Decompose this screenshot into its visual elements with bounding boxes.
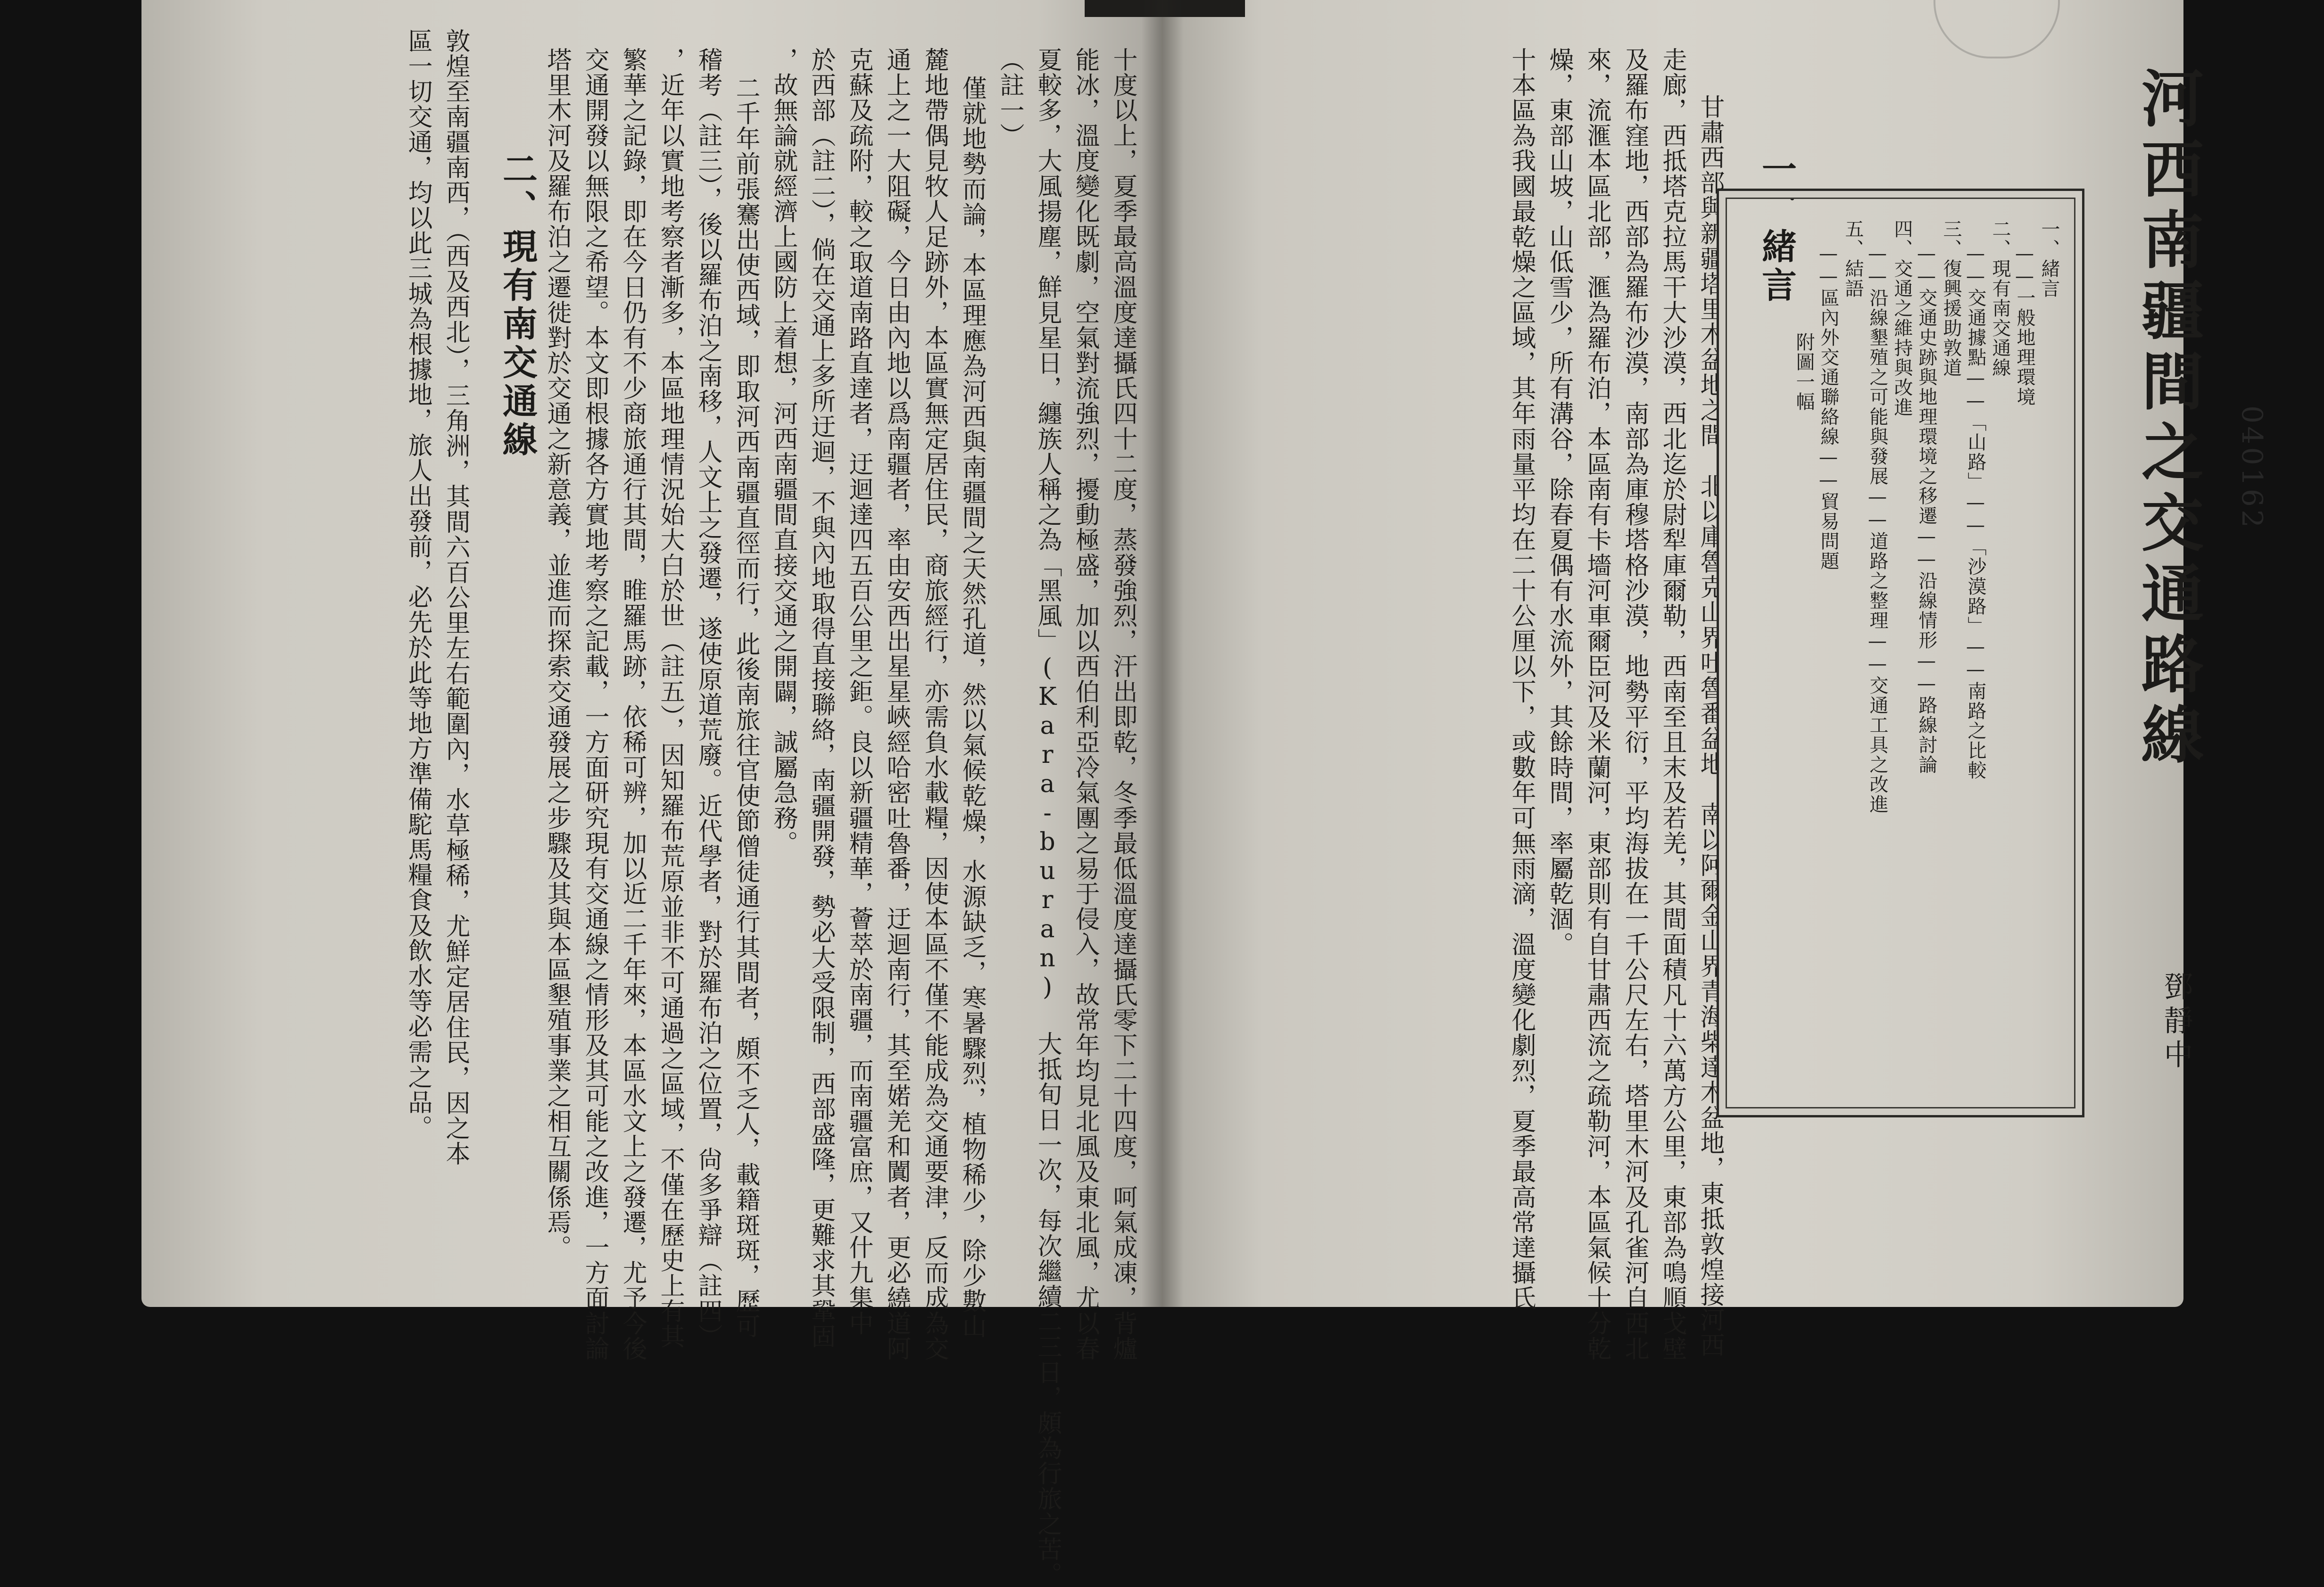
body-column: 及羅布窪地，西部為羅布沙漠，南部為庫穆塔格沙漠，地勢平衍，平均海拔在一千公尺左右，塔里木河及孔雀河自西北 xyxy=(1620,47,1649,1362)
body-column: 二千年前張騫出使西域，即取河西南疆直徑而行，此後南旅往官使節僧徒通行其間者，頗不乏人，載籍斑斑，歷可 xyxy=(731,75,760,1339)
body-column: 十本區為我國最乾燥之區域，其年雨量平均在二十公厘以下，或數年可無雨滴，溫度變化劇烈，夏季最高常達攝氏 xyxy=(1507,47,1536,1311)
author-name: 鄧靜中 xyxy=(2159,971,2193,1073)
section-heading: 一、緒言 xyxy=(1756,151,1797,306)
body-column: 甘肅西部與新疆塔里木盆地之間，北以庫魯克山界吐魯番盆地，南以阿爾金山界青海柴達木盆地，東抵敦煌接河西 xyxy=(1696,94,1724,1358)
toc-item: ——一般地理環境 xyxy=(2014,243,2035,407)
article-title: 河西南疆間之交通路線 xyxy=(2131,66,2204,773)
toc-item: 三、復興援助敦道 xyxy=(1940,219,1962,378)
body-column: 夏較多，大風揚塵，鮮見星日，纏族人稱之為「黑風」(Kara-buran) 大抵旬日一次，每次繼續二三日，頗為行旅之苦。 xyxy=(1033,47,1062,1587)
toc-item: 附圖一幅 xyxy=(1793,332,1815,412)
body-column: 區一切交通，均以此三城為根據地，旅人出發前，必先於此等地方準備駝馬糧食及飲水等必需之品。 xyxy=(404,28,432,1141)
body-column: 敦煌至南疆南西，（西及西北），三角洲，其間六百公里左右範圍內，水草極稀，尤鮮定居住民，因之本 xyxy=(441,28,470,1166)
body-column: 繁華之記錄，即在今日仍有不少商旅通行其間，睢羅馬跡，依稀可辨，加以近二千年來，本區水文上之發遷，尤予今後 xyxy=(618,47,647,1362)
toc-item: ——交通據點——「山路」——「沙漠路」——南路之比較 xyxy=(1965,243,1986,780)
page-edge-tab xyxy=(1085,0,1160,17)
body-column: 於西部（註二），倘在交通上多所迂迴，不與內地取得直接聯絡，南疆開發，勢必大受限制，西部盛隆，更難求其鞏固 xyxy=(807,47,835,1349)
body-column: 通上之一大阻礙，今日由內地以爲南疆者，率由安西出星星峽經哈密吐魯番，迂迴南行，其至婼羌和闐者，更必繞道阿 xyxy=(882,47,911,1362)
page-edge-tab xyxy=(1160,0,1245,17)
body-column: 來，流滙本區北部，滙為羅布泊，本區南有卡墻河車爾臣河及米蘭河，東部則有自甘肅西流之疏勒河，本區氣候十分乾 xyxy=(1583,47,1611,1362)
left-page xyxy=(141,0,1160,1587)
body-column: 燥，東部山坡，山低雪少，所有溝谷，除春夏偶有水流外，其餘時間，率屬乾涸。 xyxy=(1545,47,1573,957)
section-heading: 二、現有南交通線 xyxy=(497,151,538,460)
toc-item: 四、交通之維持與改進 xyxy=(1891,219,1913,417)
body-column: 能冰，溫度變化既劇，空氣對流強烈，擾動極盛，加以西伯利亞冷氣團之易于侵入，故常年均見北風及東北風，尤以春 xyxy=(1071,47,1099,1362)
body-column: 十度以上，夏季最高溫度達攝氏四十二度，蒸發強烈，汗出即乾，冬季最低溫度達攝氏零下二十四度，呵氣成凍，背爐 xyxy=(1109,47,1137,1362)
body-column: 走廊，西抵塔克拉馬干大沙漠，西北迄於尉犁庫爾勒，西南至且末及若羌，其間面積凡十六萬方公里，東部為鳴順戈壁 xyxy=(1658,47,1686,1362)
body-column: 交通開發以無限之希望。本文即根據各方實地考察之記載，一方面研究現有交通線之情形及其可能之改進，一方面討論 xyxy=(581,47,609,1362)
body-column: 稽考（註三），後以羅布泊之南移，人文上之發遷，遂使原道荒廢。近代學者，對於羅布泊之位置，尙多爭辯（註四） xyxy=(694,47,722,1349)
note-ref: （註一） xyxy=(996,47,1024,149)
toc-item: 一、緒言 xyxy=(2038,219,2060,298)
body-column: 克蘇及疏附，較之取道南路直達者，迂迴達四五百公里之鉅。良以新疆精華，薈萃於南疆，而南疆富庶，又什九集中 xyxy=(845,47,873,1336)
body-column: ，近年以實地考察者漸多，本區地理情況始大白於世（註五），因知羅布荒原並非不可通過之區域，不僅在歷史上有其 xyxy=(656,47,684,1349)
toc-item: ——沿線墾殖之可能與發展——道路之整理——交通工具之改進 xyxy=(1867,243,1888,814)
table-of-contents xyxy=(1717,189,2084,1117)
toc-item: ——交通史跡與地理環境之移遷——沿線情形——路線討論 xyxy=(1916,243,1937,775)
toc-item: 五、結語 xyxy=(1842,219,1864,298)
open-book xyxy=(141,0,2268,1587)
toc-item: 二、現有南交通線 xyxy=(1989,219,2011,378)
toc-item: ——區內外交通聯絡線——貿易問題 xyxy=(1818,243,1839,571)
serial-number: 040162 xyxy=(2235,405,2268,531)
body-column: 僅就地勢而論，本區理應為河西與南疆間之天然孔道，然以氣候乾燥，水源缺乏，寒暑驟烈，植物稀少，除少數山 xyxy=(958,75,986,1339)
body-column: 麓地帶偶見牧人足跡外，本區實無定居住民，商旅經行，亦需負水載糧，因使本區不僅不能成為交通要津，反而成為交 xyxy=(920,47,948,1362)
body-column: 塔里木河及羅布泊之遷徙對於交通之新意義，並進而探索交通發展之步驟及其與本區墾殖事業之相互關係焉。 xyxy=(543,47,571,1260)
body-column: ，故無論就經濟上國防上着想，河西南疆間直接交通之開闢，誠屬急務。 xyxy=(769,47,797,856)
